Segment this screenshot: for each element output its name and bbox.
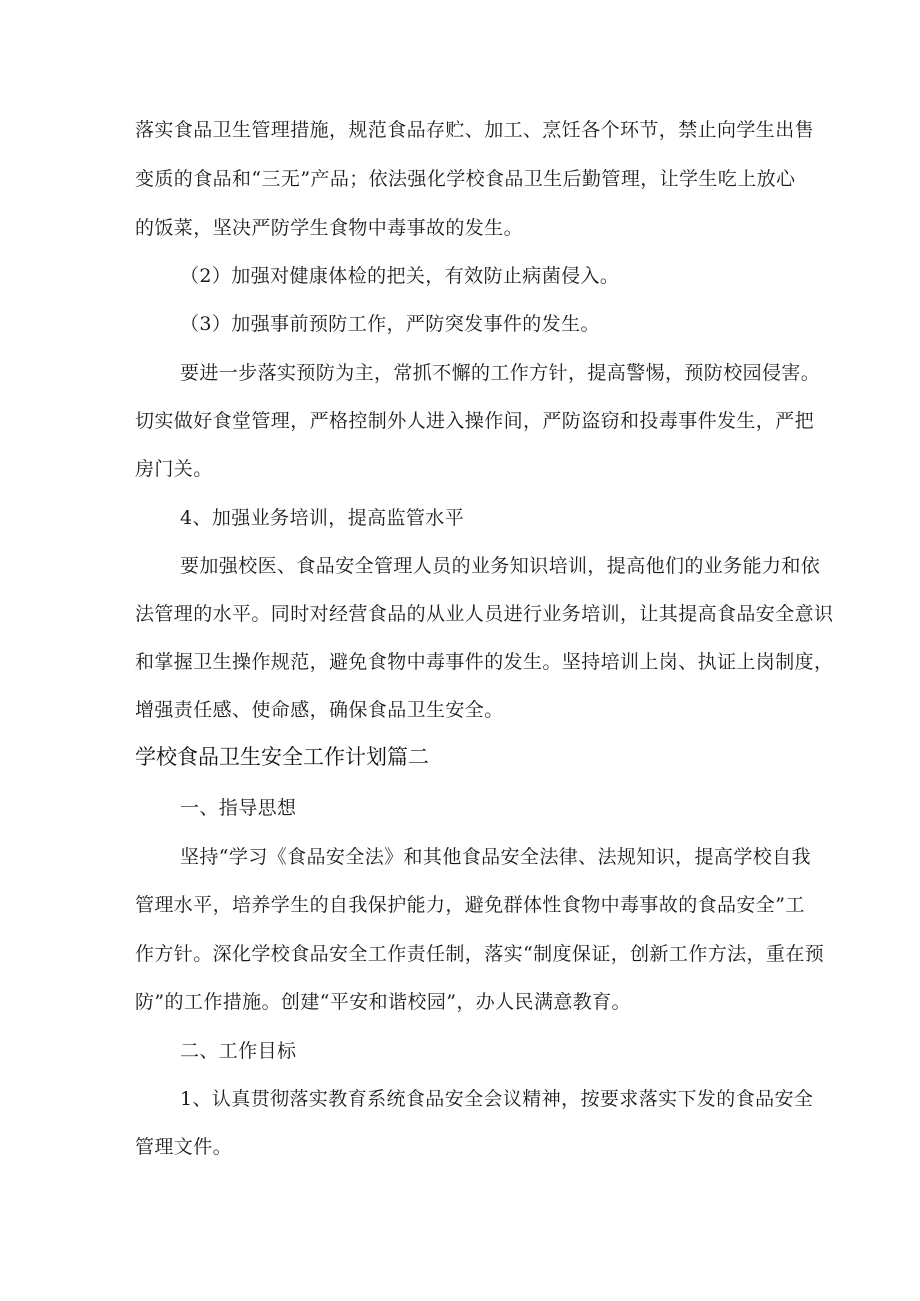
- paragraph-line: 作方针。深化学校食品安全工作责任制，落实“制度保证，创新工作方法，重在预: [135, 943, 825, 965]
- section-title: 学校食品卫生安全工作计划篇二: [135, 745, 429, 769]
- paragraph-line: 和掌握卫生操作规范，避免食物中毒事件的发生。坚持培训上岗、执证上岗制度，: [135, 651, 834, 673]
- paragraph-line: 落实食品卫生管理措施，规范食品存贮、加工、烹饪各个环节，禁止向学生出售: [135, 119, 815, 141]
- paragraph-line: （2）加强对健康体检的把关，有效防止病菌侵入。: [180, 265, 620, 287]
- paragraph-line: 变质的食品和“三无”产品；依法强化学校食品卫生后勤管理，让学生吃上放心: [135, 168, 796, 190]
- paragraph-line: 坚持“学习《食品安全法》和其他食品安全法律、法规知识，提高学校自我: [180, 846, 811, 868]
- paragraph-line: 要进一步落实预防为主，常抓不懈的工作方针，提高警惕，预防校园侵害。: [180, 362, 821, 384]
- subheading: 4、加强业务培训，提高监管水平: [180, 507, 465, 529]
- paragraph-line: （3）加强事前预防工作，严防突发事件的发生。: [180, 313, 600, 335]
- paragraph-line: 要加强校医、食品安全管理人员的业务知识培训，提高他们的业务能力和依: [180, 555, 821, 577]
- paragraph-line: 管理水平，培养学生的自我保护能力，避免群体性食物中毒事故的食品安全”工: [135, 894, 805, 916]
- paragraph-line: 1、认真贯彻落实教育系统食品安全会议精神，按要求落实下发的食品安全: [180, 1088, 814, 1110]
- subheading: 一、指导思想: [180, 797, 297, 819]
- subheading: 二、工作目标: [180, 1040, 297, 1062]
- paragraph-line: 管理文件。: [135, 1136, 233, 1158]
- paragraph-line: 增强责任感、使命感，确保食品卫生安全。: [135, 699, 504, 721]
- paragraph-line: 防”的工作措施。创建“平安和谐校园”，办人民满意教育。: [135, 991, 631, 1013]
- paragraph-line: 法管理的水平。同时对经营食品的从业人员进行业务培训，让其提高食品安全意识: [135, 603, 834, 625]
- paragraph-line: 房门关。: [135, 458, 213, 480]
- paragraph-line: 切实做好食堂管理，严格控制外人进入操作间，严防盗窃和投毒事件发生，严把: [135, 410, 815, 432]
- paragraph-line: 的饭菜，坚决严防学生食物中毒事故的发生。: [135, 217, 524, 239]
